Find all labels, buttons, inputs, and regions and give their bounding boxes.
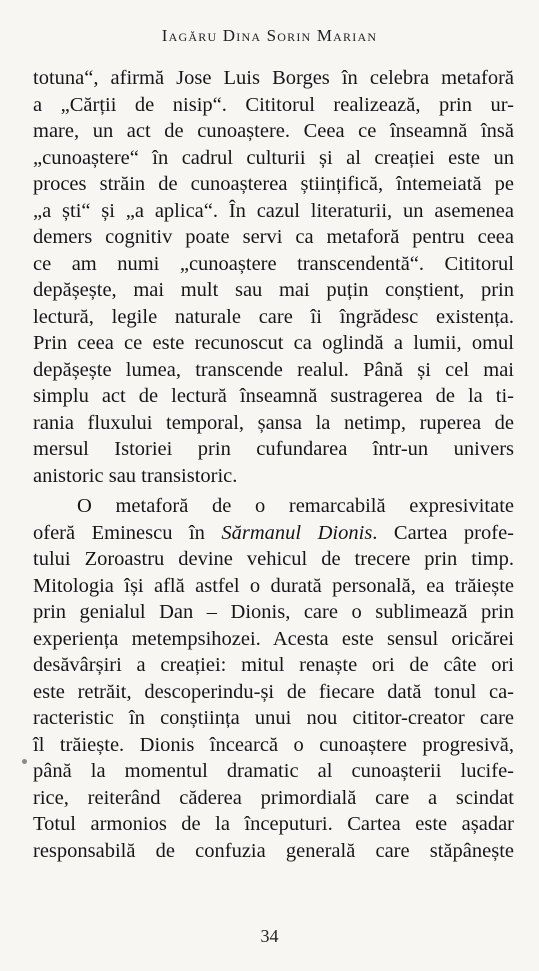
- text-line: „a ști“ și „a aplica“. În cazul literaturii, un asemenea: [33, 199, 514, 222]
- text-line: rice, reiterând căderea primordială care a scindat: [33, 786, 514, 809]
- body-text: [33, 65, 514, 864]
- text-line: racteristic în conștiința unui nou cititor-creator care: [33, 707, 514, 729]
- book-title-italic: Sărmanul Dionis: [221, 521, 373, 544]
- text-line: Totul armonios de la începuturi. Cartea este așadar: [33, 813, 514, 835]
- text-run: oferă Eminescu în: [33, 521, 222, 544]
- text-line: desăvârșiri a creației: mitul renaște ori de câte ori: [33, 654, 514, 676]
- text-line: anistoric sau transistoric.: [33, 464, 238, 487]
- text-line: rania fluxului temporal, șansa la netimp, ruperea de: [33, 411, 514, 434]
- text-line: O metaforă de o remarcabilă expresivitate: [77, 495, 514, 517]
- text-line: demers cognitiv poate servi ca metaforă pentru ceea: [33, 226, 514, 248]
- text-line: „cunoaștere“ în cadrul culturii și al creației este un: [33, 146, 514, 169]
- text-line: proces străin de cunoașterea științifică, întemeiată pe: [33, 173, 514, 195]
- text-line: până la momentul dramatic al cunoașterii lucife-: [33, 760, 514, 782]
- text-line: mersul Istoriei prin cufundarea într-un univers: [33, 438, 514, 460]
- text-line: depășește lumea, transcende realul. Până și cel mai: [33, 358, 514, 381]
- text-line: este retrăit, descoperindu-și de fiecare dată tonul ca-: [33, 680, 514, 703]
- text-line: simplu act de lectură înseamnă sustragerea de la ti-: [33, 385, 514, 407]
- page-number: 34: [260, 926, 279, 946]
- text-line: tului Zoroastru devine vehicul de trecere prin timp.: [33, 548, 514, 570]
- scan-speck: [22, 759, 27, 764]
- text-line: Mitologia își află astfel o durată personală, ea trăiește: [33, 574, 514, 597]
- text-line: îl trăiește. Dionis încearcă o cunoaștere progresivă,: [33, 733, 514, 756]
- text-line: [33, 520, 514, 547]
- text-line: totuna“, afirmă Jose Luis Borges în celebra metaforă: [33, 67, 514, 89]
- text-line: prin genialul Dan – Dionis, care o sublimează prin: [33, 601, 514, 623]
- running-head: Iagăru Dina Sorin Marian: [161, 26, 378, 45]
- text-line: experiența metempsihozei. Acesta este sensul oricărei: [33, 627, 514, 650]
- text-line: responsabilă de confuzia generală care stăpânește: [33, 839, 514, 862]
- paragraph-2: [33, 493, 514, 864]
- text-line: Prin ceea ce este recunoscut ca oglindă a lumii, omul: [33, 332, 514, 354]
- text-line: a „Cărții de nisip“. Cititorul realizează, prin ur-: [33, 93, 514, 116]
- text-line: depășește, mai mult sau mai puțin conștient, prin: [33, 279, 514, 301]
- text-run: . Cartea profe-: [372, 521, 514, 544]
- paragraph-1: [33, 65, 514, 489]
- text-line: mare, un act de cunoaștere. Ceea ce înseamnă însă: [33, 120, 514, 142]
- text-line: lectură, legile naturale care îi îngrădesc existența.: [33, 305, 514, 328]
- text-line: ce am numi „cunoaștere transcendentă“. Cititorul: [33, 252, 514, 275]
